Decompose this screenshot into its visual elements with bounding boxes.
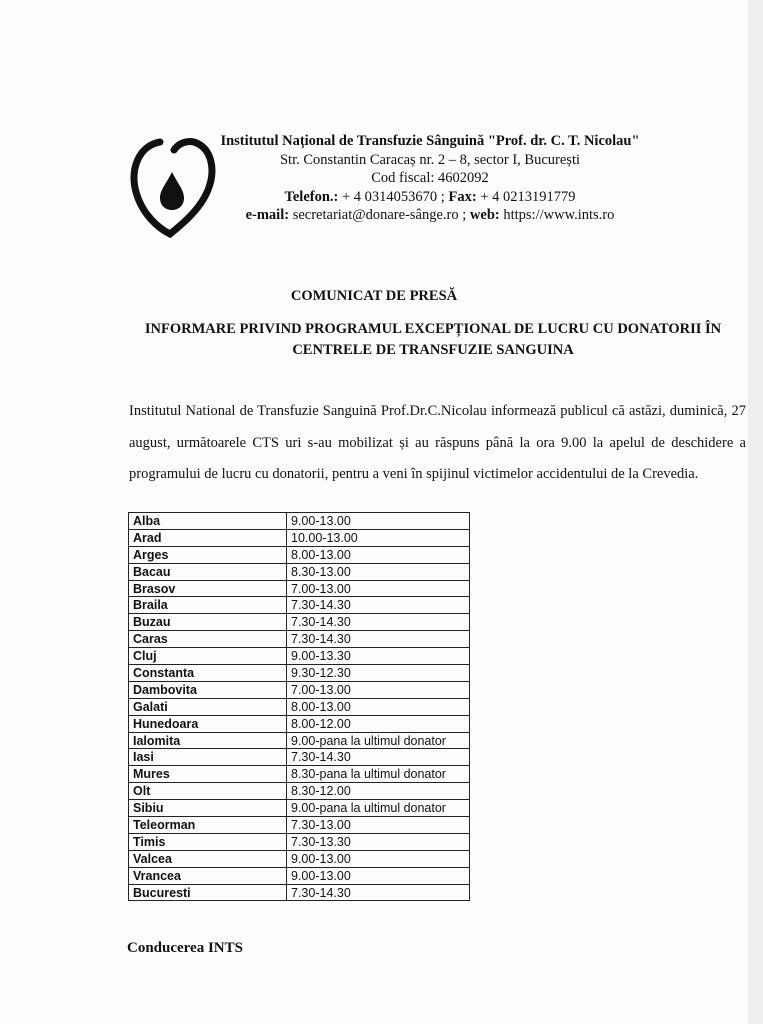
fax-number: + 4 0213191779 (480, 188, 576, 205)
table-row (129, 766, 470, 783)
table-row (129, 867, 470, 884)
county-name: Bucuresti (129, 884, 287, 901)
opening-hours: 9.30-12.30 (287, 665, 470, 682)
web-label: web: (469, 207, 500, 223)
fiscal-code: Cod fiscal: 4602092 (371, 170, 489, 186)
press-release-title: COMUNICAT DE PRESĂ (290, 288, 458, 304)
page-edge (748, 0, 763, 1024)
opening-hours: 9.00-pana la ultimul donator (287, 732, 470, 749)
table-row (129, 783, 470, 800)
table-row (129, 631, 470, 648)
table-row (129, 715, 470, 732)
table-row (129, 681, 470, 698)
opening-hours: 8.30-13.00 (287, 563, 470, 580)
opening-hours: 7.30-14.30 (287, 597, 470, 614)
phone-number: + 4 0314053670 ; (342, 188, 445, 205)
opening-hours: 8.00-13.00 (287, 546, 470, 563)
schedule-table (128, 512, 470, 901)
table-row (129, 749, 470, 766)
county-name: Mures (129, 766, 287, 783)
county-name: Teleorman (129, 817, 287, 834)
opening-hours: 8.30-12.00 (287, 783, 470, 800)
table-row (129, 546, 470, 563)
announcement-body: Institutul National de Transfuzie Sanguină Prof.Dr.C.Nicolau informează publicul că astăzi, duminică, 27 august, următoarele CTS uri s-au mobilizat și au răspuns până la ora 9.00 la apelul de deschidere a programului de lucru cu donatorii, pentru a veni în spijinul victimelor accidentului de la Crevedia. (129, 403, 746, 482)
contact-phone-fax (150, 188, 710, 207)
opening-hours: 10.00-13.00 (287, 529, 470, 546)
opening-hours: 9.00-13.00 (287, 867, 470, 884)
table-row (129, 513, 470, 530)
table-row (129, 580, 470, 597)
table-row (129, 529, 470, 546)
subtitle-line-1: INFORMARE PRIVIND PROGRAMUL EXCEPȚIONAL DE LUCRU CU DONATORII ÎN (144, 321, 722, 337)
opening-hours: 7.00-13.00 (287, 681, 470, 698)
opening-hours: 9.00-13.00 (287, 850, 470, 867)
institute-name: Institutul Național de Transfuzie Sânguină "Prof. dr. C. T. Nicolau" (220, 133, 640, 149)
web-address: https://www.ints.ro (503, 207, 615, 223)
opening-hours: 7.00-13.00 (287, 580, 470, 597)
opening-hours: 9.00-pana la ultimul donator (287, 800, 470, 817)
table-row (129, 817, 470, 834)
opening-hours: 7.30-13.00 (287, 817, 470, 834)
opening-hours: 7.30-14.30 (287, 749, 470, 766)
county-name: Hunedoara (129, 715, 287, 732)
county-name: Cluj (129, 648, 287, 665)
county-name: Brasov (129, 580, 287, 597)
table-row (129, 732, 470, 749)
county-name: Alba (129, 513, 287, 530)
opening-hours: 8.00-12.00 (287, 715, 470, 732)
opening-hours: 8.30-pana la ultimul donator (287, 766, 470, 783)
opening-hours: 7.30-13.30 (287, 833, 470, 850)
table-row (129, 884, 470, 901)
opening-hours: 7.30-14.30 (287, 884, 470, 901)
county-name: Vrancea (129, 867, 287, 884)
opening-hours: 8.00-13.00 (287, 698, 470, 715)
county-name: Olt (129, 783, 287, 800)
table-row (129, 597, 470, 614)
county-name: Ialomita (129, 732, 287, 749)
opening-hours: 7.30-14.30 (287, 614, 470, 631)
table-row (129, 850, 470, 867)
table-row (129, 665, 470, 682)
opening-hours: 9.00-13.00 (287, 513, 470, 530)
county-name: Arad (129, 529, 287, 546)
email-label: e-mail: (245, 207, 290, 223)
county-name: Dambovita (129, 681, 287, 698)
table-row (129, 648, 470, 665)
county-name: Valcea (129, 850, 287, 867)
county-name: Galati (129, 698, 287, 715)
opening-hours: 9.00-13.30 (287, 648, 470, 665)
county-name: Caras (129, 631, 287, 648)
subtitle-line-2: CENTRELE DE TRANSFUZIE SANGUINA (292, 342, 574, 358)
county-name: Braila (129, 597, 287, 614)
table-row (129, 833, 470, 850)
county-name: Buzau (129, 614, 287, 631)
table-row (129, 563, 470, 580)
county-name: Bacau (129, 563, 287, 580)
contact-email-web (150, 206, 710, 225)
table-row (129, 614, 470, 631)
county-name: Arges (129, 546, 287, 563)
phone-label: Telefon.: (284, 188, 339, 205)
table-row (129, 698, 470, 715)
institute-header (150, 132, 710, 225)
county-name: Constanta (129, 665, 287, 682)
county-name: Iasi (129, 749, 287, 766)
opening-hours: 7.30-14.30 (287, 631, 470, 648)
signature: Conducerea INTS (127, 940, 243, 956)
county-name: Sibiu (129, 800, 287, 817)
press-release-subtitle (118, 319, 748, 361)
email-address: secretariat@donare-sânge.ro ; (292, 207, 467, 223)
county-name: Timis (129, 833, 287, 850)
institute-address: Str. Constantin Caracaș nr. 2 – 8, sector I, București (279, 151, 581, 168)
fax-label: Fax: (448, 188, 477, 205)
table-row (129, 800, 470, 817)
